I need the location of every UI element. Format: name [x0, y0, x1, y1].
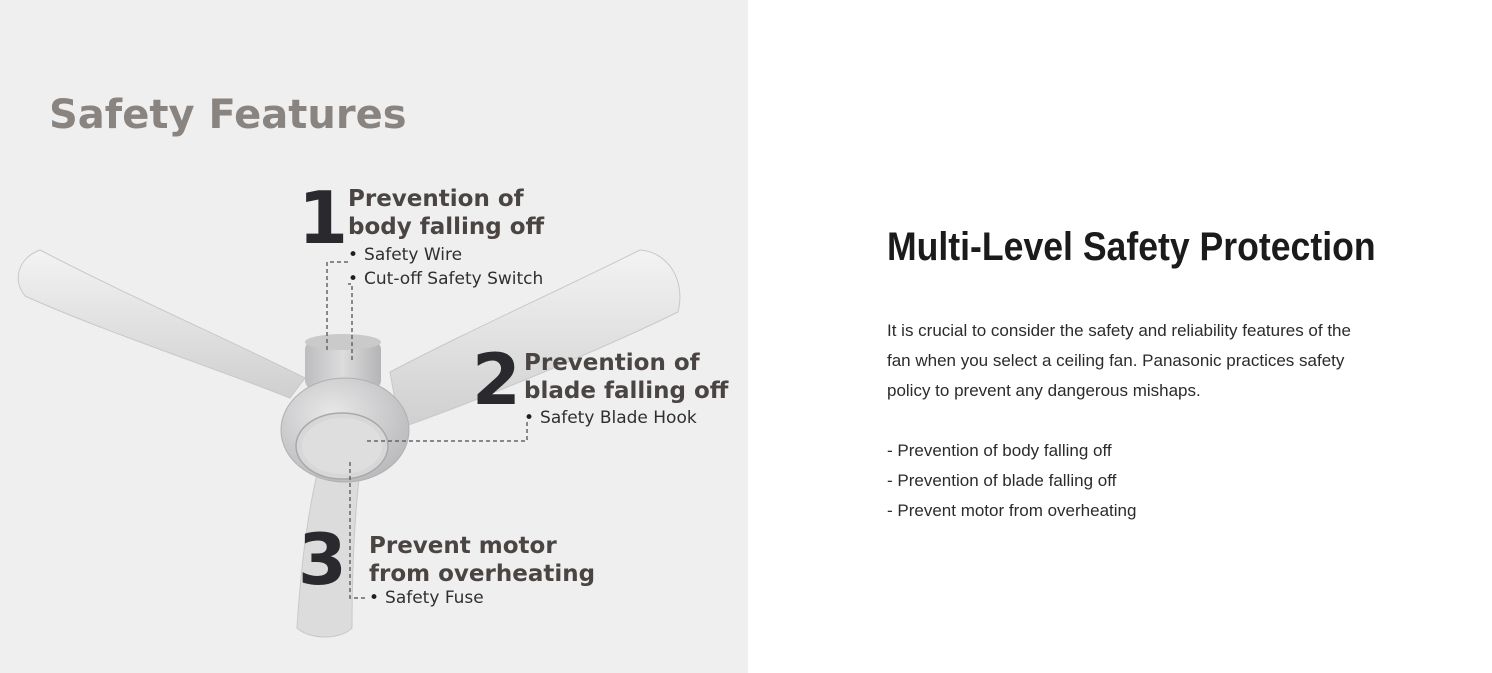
list-item: - Prevent motor from overheating — [887, 501, 1137, 520]
feature-items — [369, 586, 484, 610]
feature-heading-line: Prevention of — [524, 350, 700, 376]
feature-heading — [348, 185, 544, 241]
intro-paragraph: It is crucial to consider the safety and reliability features of the fan when you select a ceiling fan. Panasonic practices safety policy to prevent any dangerous mishaps. — [887, 321, 1351, 400]
feature-heading-line: body falling off — [348, 214, 545, 240]
content-section — [887, 222, 1407, 526]
feature-heading — [369, 532, 595, 588]
feature-number: 3 — [298, 519, 347, 601]
fan-blade-left — [18, 250, 305, 398]
section-heading: Multi-Level Safety Protection — [887, 225, 1376, 269]
feature-item: • Cut-off Safety Switch — [348, 267, 543, 291]
feature-item: • Safety Fuse — [369, 586, 484, 610]
feature-heading-line: Prevention of — [348, 186, 524, 212]
feature-items — [348, 243, 543, 291]
feature-heading-line: Prevent motor — [369, 533, 557, 559]
feature-number: 2 — [472, 339, 521, 421]
feature-item: • Safety Blade Hook — [524, 406, 697, 430]
feature-heading-line: from overheating — [369, 561, 596, 587]
list-item: - Prevention of blade falling off — [887, 471, 1117, 490]
list-item: - Prevention of body falling off — [887, 441, 1112, 460]
feature-item: • Safety Wire — [348, 243, 543, 267]
feature-list — [887, 436, 1407, 526]
feature-items — [524, 406, 697, 430]
feature-heading — [524, 349, 728, 405]
feature-number: 1 — [298, 176, 349, 260]
panel-title: Safety Features — [49, 92, 407, 138]
feature-heading-line: blade falling off — [524, 378, 729, 404]
